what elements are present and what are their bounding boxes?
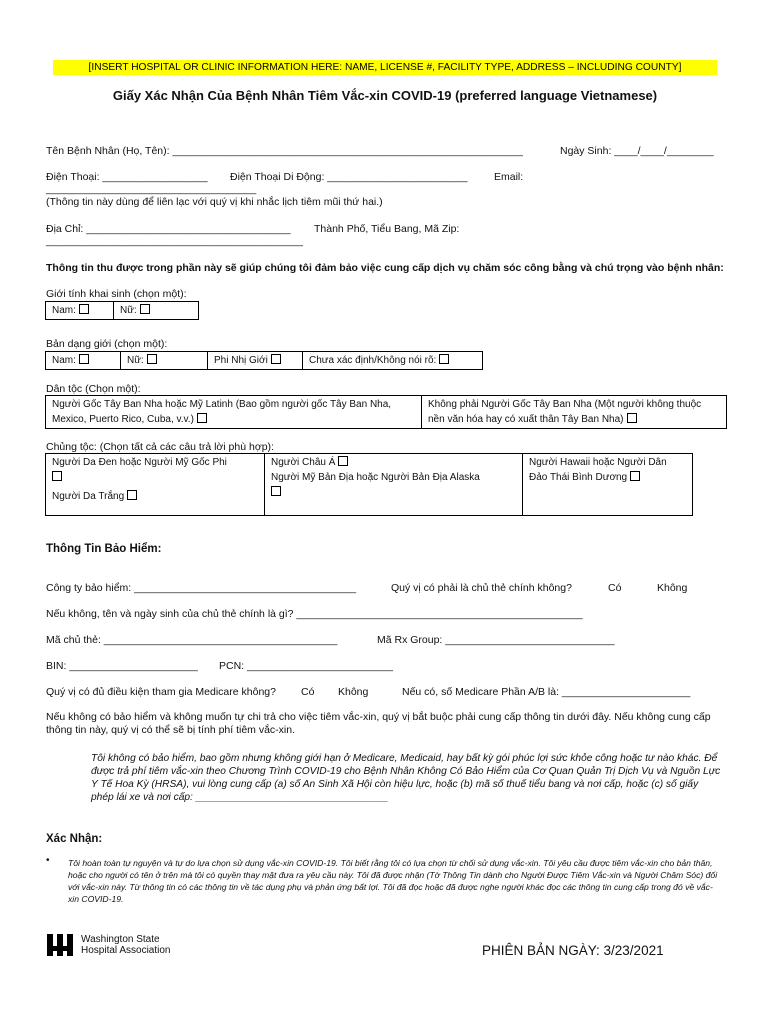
medicare-number-field[interactable]: Nếu có, số Medicare Phần A/B là: ______________________ (402, 686, 691, 698)
wsha-logo-line2: Hospital Association (81, 945, 171, 956)
mobile-field[interactable]: Điện Thoại Di Động: ________________________ (230, 171, 468, 183)
checkbox-white[interactable] (127, 490, 137, 500)
race-column-2 (265, 454, 523, 516)
city-state-zip-label: Thành Phố, Tiểu Bang, Mã Zip: (314, 223, 460, 235)
attestation-text: Tôi hoàn toàn tự nguyện và tự do lựa chọn sử dụng vắc-xin COVID-19. Tôi biết rằng tôi có lựa chọn từ chối sử dụng vắc-xin. Tôi yêu cầu được tiêm vắc-xin cho bản thân, hoặc cho người có tên ở trên mà tôi có quyền thay mặt đưa ra yêu cầu này. Tôi đã được nhận (Tờ Thông Tin dành cho Người Được Tiêm Vắc-xin và Người Chăm Sóc) đối với vắc-xin này. Từ thông tin có các thông tin về tác dụng phụ và phản ứng bất lợi. Tôi đã đọc hoặc đã được nghe người khác đọc các thông tin cung cấp trong đó về vắc-xin COVID-19. (68, 858, 718, 904)
member-id-field[interactable]: Mã chủ thẻ: ________________________________________ (46, 634, 338, 646)
medicare-no[interactable]: Không (338, 686, 369, 698)
checkbox-native[interactable] (271, 486, 281, 496)
email-field[interactable]: ____________________________________ (46, 183, 257, 195)
email-label: Email: (494, 171, 524, 183)
medicare-question: Quý vị có đủ điều kiện tham gia Medicare không? (46, 686, 276, 698)
gender-option-female[interactable]: Nữ: (121, 352, 208, 370)
sex-option-male[interactable]: Nam: (46, 302, 114, 320)
checkbox-hispanic[interactable] (197, 413, 207, 423)
page-title: Giấy Xác Nhận Của Bệnh Nhân Tiêm Vắc-xin COVID-19 (preferred language Vietnamese) (112, 88, 658, 103)
sex-at-birth-label: Giới tính khai sinh (chọn một): (46, 288, 187, 300)
race-column-1 (46, 454, 265, 516)
primary-holder-info-field[interactable]: Nếu không, tên và ngày sinh của chủ thẻ chính là gì? _________________________________________________ (46, 608, 583, 620)
race-table (45, 453, 693, 516)
gender-option-undisclosed[interactable]: Chưa xác định/Không nói rõ: (303, 352, 483, 370)
uninsured-statement[interactable]: Tôi không có bảo hiểm, bao gồm nhưng không giới hạn ở Medicare, Medicaid, hay bất kỳ gói phúc lợi sức khỏe công hoặc tư nào khác. Để được trả phí tiêm vắc-xin theo Chương Trình COVID-19 cho Bệnh Nhân Không Có Bảo Hiểm của Cơ Quan Quản Trị Dịch Vụ và Nguồn Lực Y Tế Hoa Kỳ (HRSA), vui lòng cung cấp (a) số An Sinh Xã Hội còn hiệu lực, hoặc (b) mã số thuế tiểu bang và nơi cấp, hoặc (c) số giấy phép lái xe và nơi cấp: __________________________________ (91, 753, 721, 803)
checkbox-nonbinary[interactable] (271, 354, 281, 364)
race-option-pacific[interactable]: Người Hawaii hoặc Người Dân Đảo Thái Bình Dương (523, 454, 693, 516)
checkbox-gender-female[interactable] (147, 354, 157, 364)
sex-at-birth-table (45, 301, 199, 320)
rx-group-field[interactable]: Mã Rx Group: _____________________________ (377, 634, 615, 646)
race-option-black[interactable]: Người Da Đen hoặc Người Mỹ Gốc Phi (52, 455, 258, 485)
ethnicity-option-hispanic[interactable]: Người Gốc Tây Ban Nha hoặc Mỹ Latinh (Bao gồm người gốc Tây Ban Nha, Mexico, Puerto Rico, Cuba, v.v.) (46, 396, 422, 429)
race-label: Chủng tộc: (Chọn tất cả các câu trả lời phù hợp): (46, 441, 274, 453)
bin-field[interactable]: BIN: ______________________ (46, 660, 198, 672)
patient-name-field[interactable]: Tên Bệnh Nhân (Họ, Tên): ____________________________________________________________ (46, 145, 523, 157)
ethnicity-option-non-hispanic[interactable]: Không phải Người Gốc Tây Ban Nha (Một người không thuộc nền văn hóa hay có xuất thân Tây Ban Nha) (422, 396, 727, 429)
gender-option-male[interactable]: Nam: (46, 352, 121, 370)
race-option-white[interactable]: Người Da Trắng (52, 489, 258, 504)
checkbox-male[interactable] (79, 304, 89, 314)
sex-option-female[interactable]: Nữ: (114, 302, 199, 320)
gender-identity-table (45, 351, 483, 370)
checkbox-asian[interactable] (338, 456, 348, 466)
attestation-bullet: • (46, 855, 50, 866)
city-state-zip-field[interactable]: ____________________________________________ (46, 235, 303, 247)
checkbox-black[interactable] (52, 471, 62, 481)
wsha-logo-line1: Washington State (81, 934, 160, 945)
demographics-intro: Thông tin thu được trong phần này sẽ giúp chúng tôi đảm bảo việc cung cấp dịch vụ chăm sóc công bằng và chú trọng vào bệnh nhân: (46, 262, 724, 274)
gender-identity-label: Bản dạng giới (chọn một): (46, 338, 168, 350)
primary-holder-no[interactable]: Không (657, 582, 688, 594)
hospital-info-placeholder: [INSERT HOSPITAL OR CLINIC INFORMATION HERE: NAME, LICENSE #, FACILITY TYPE, ADDRESS – INCLUDING COUNTY] (53, 60, 717, 75)
insurance-company-field[interactable]: Công ty bảo hiểm: ______________________________________ (46, 582, 357, 594)
wsha-logo-icon (47, 934, 73, 956)
race-option-native[interactable]: Người Mỹ Bản Địa hoặc Người Bản Địa Alaska (271, 470, 516, 500)
primary-holder-question: Quý vị có phải là chủ thẻ chính không? (391, 582, 572, 594)
insurance-heading: Thông Tin Bảo Hiểm: (46, 543, 162, 555)
no-insurance-note: Nếu không có bảo hiểm và không muốn tự chi trả cho việc tiêm vắc-xin, quý vị bắt buộc phải cung cấp thông tin dưới đây. Nếu không cung cấp thông tin này, quý vị có thể sẽ bị tính phí tiêm vắc-xin. (46, 711, 711, 736)
checkbox-gender-male[interactable] (79, 354, 89, 364)
attestation-heading: Xác Nhận: (46, 833, 103, 845)
version-date: PHIÊN BẢN NGÀY: 3/23/2021 (482, 943, 664, 958)
ethnicity-table (45, 395, 727, 429)
primary-holder-yes[interactable]: Có (608, 582, 622, 594)
checkbox-undisclosed[interactable] (439, 354, 449, 364)
reminder-note: (Thông tin này dùng để liên lạc với quý vị khi nhắc lịch tiêm mũi thứ hai.) (46, 196, 383, 208)
medicare-yes[interactable]: Có (301, 686, 315, 698)
checkbox-pacific[interactable] (630, 471, 640, 481)
pcn-field[interactable]: PCN: _________________________ (219, 660, 393, 672)
checkbox-non-hispanic[interactable] (627, 413, 637, 423)
dob-field[interactable]: Ngày Sinh: ____/____/________ (560, 145, 714, 157)
gender-option-nonbinary[interactable]: Phi Nhị Giới (208, 352, 303, 370)
phone-field[interactable]: Điện Thoại: __________________ (46, 171, 208, 183)
ethnicity-label: Dân tộc (Chọn một): (46, 383, 141, 395)
race-option-asian[interactable]: Người Châu Á (271, 455, 516, 470)
checkbox-female[interactable] (140, 304, 150, 314)
address-field[interactable]: Địa Chỉ: ___________________________________ (46, 223, 291, 235)
